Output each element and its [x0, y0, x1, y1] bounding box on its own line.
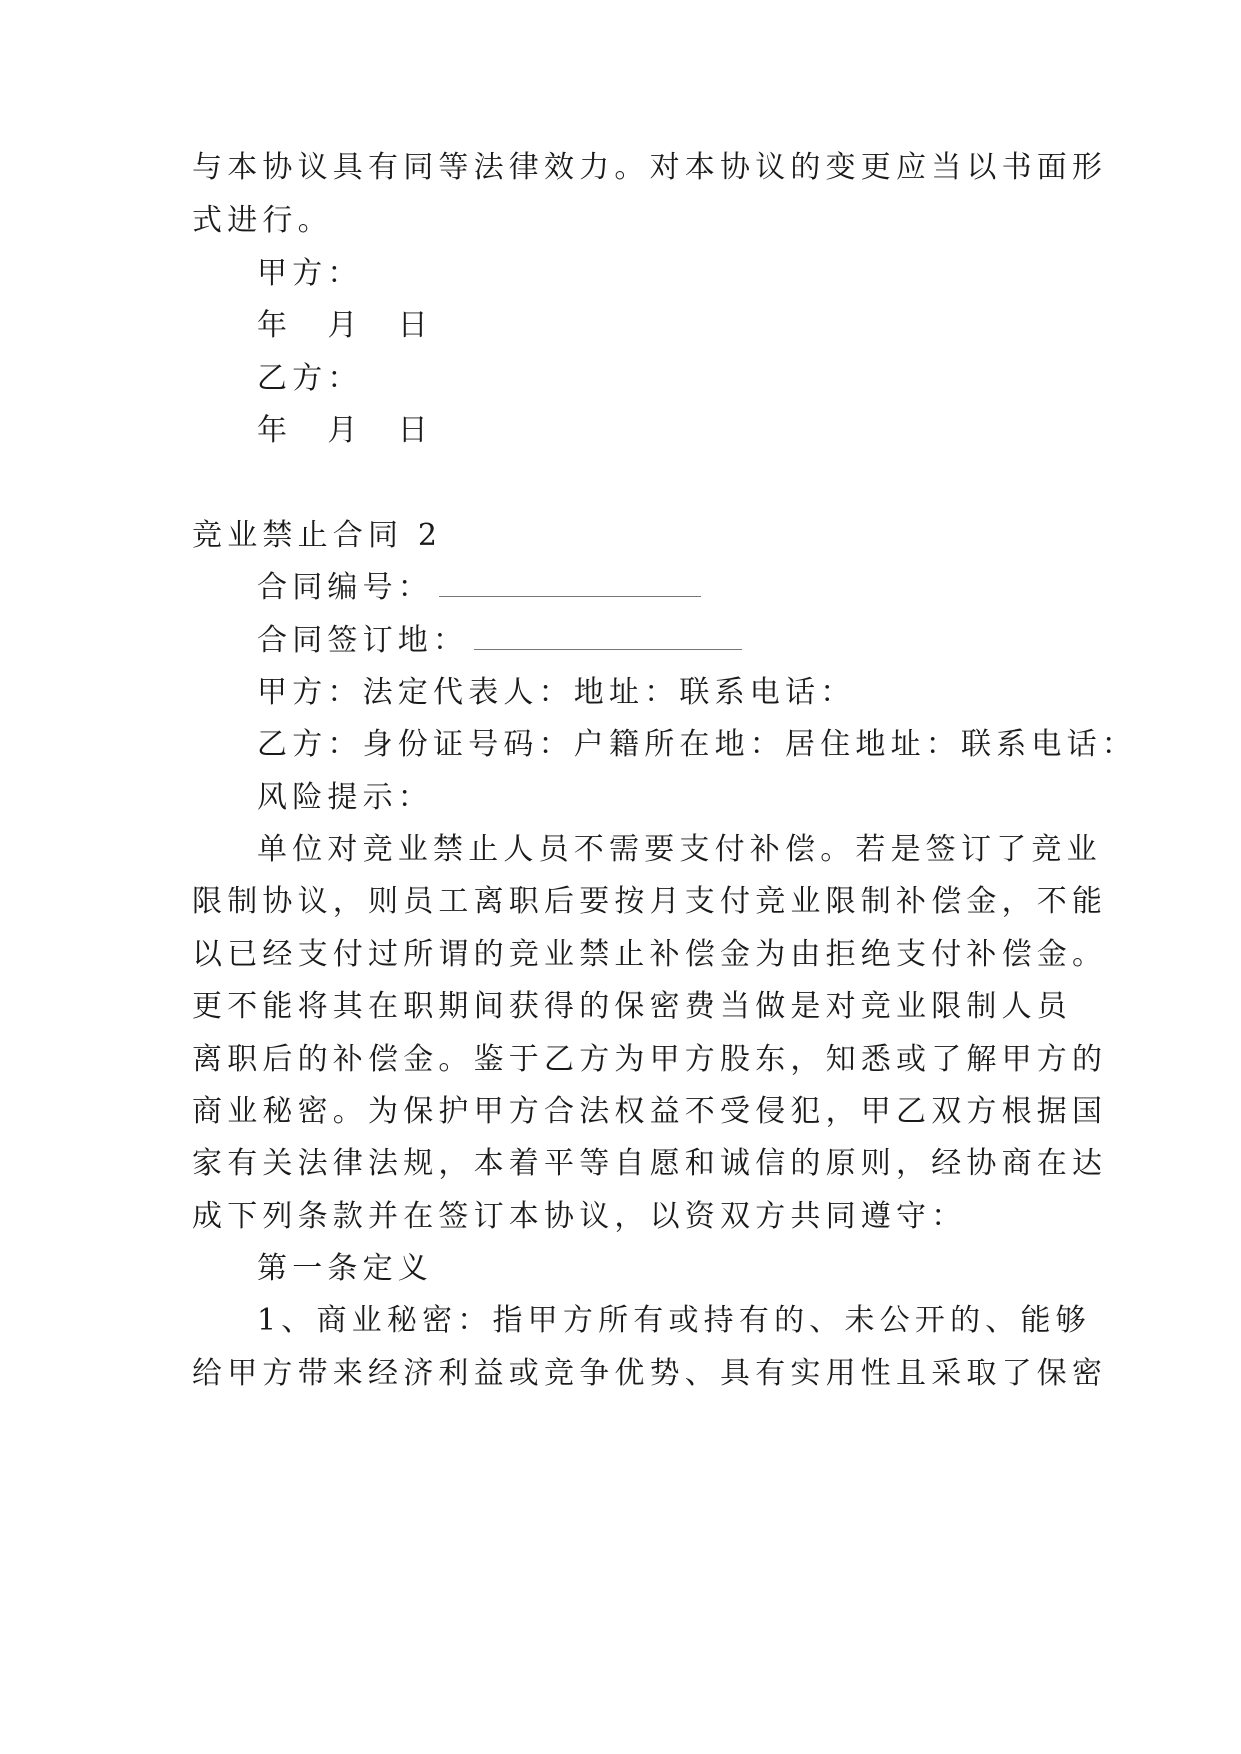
body-text-line: 式进行。	[192, 203, 333, 238]
body-text-line: 离职后的补偿金。鉴于乙方为甲方股东，知悉或了解甲方的	[192, 1042, 1108, 1077]
body-text-line: 与本协议具有同等法律效力。对本协议的变更应当以书面形	[192, 150, 1108, 185]
body-text-line: 商业秘密。为保护甲方合法权益不受侵犯，甲乙双方根据国	[192, 1094, 1108, 1129]
section-title: 竞业禁止合同 2	[192, 518, 443, 553]
body-text-line: 成下列条款并在签订本协议，以资双方共同遵守：	[192, 1199, 967, 1234]
body-text-line: 更不能将其在职期间获得的保密费当做是对竞业限制人员	[192, 989, 1072, 1024]
contract-number-row	[257, 568, 701, 608]
date-line: 年 月 日	[257, 413, 433, 448]
contract-place-row	[257, 621, 742, 661]
contract-place-label: 合同签订地：	[257, 623, 469, 658]
body-text-line: 限制协议，则员工离职后要按月支付竞业限制补偿金，不能	[192, 884, 1108, 919]
contract-number-blank	[439, 570, 701, 597]
body-text-line: 1、商业秘密：指甲方所有或持有的、未公开的、能够	[257, 1303, 1091, 1338]
contract-number-label: 合同编号：	[257, 570, 433, 605]
party-a-info: 甲方：法定代表人：地址：联系电话：	[257, 675, 856, 710]
contract-place-blank	[474, 623, 742, 650]
risk-notice-label: 风险提示：	[257, 780, 433, 815]
body-text-line: 家有关法律法规，本着平等自愿和诚信的原则，经协商在达	[192, 1146, 1108, 1181]
body-text-line: 给甲方带来经济利益或竞争优势、具有实用性且采取了保密	[192, 1356, 1108, 1391]
date-line: 年 月 日	[257, 308, 433, 343]
party-a-label: 甲方：	[257, 256, 363, 291]
body-text-line: 单位对竞业禁止人员不需要支付补偿。若是签订了竞业	[257, 832, 1102, 867]
article-heading: 第一条定义	[257, 1251, 433, 1286]
party-b-info: 乙方：身份证号码：户籍所在地：居住地址：联系电话：	[257, 727, 1137, 762]
body-text-line: 以已经支付过所谓的竞业禁止补偿金为由拒绝支付补偿金。	[192, 937, 1108, 972]
party-b-label: 乙方：	[257, 361, 363, 396]
